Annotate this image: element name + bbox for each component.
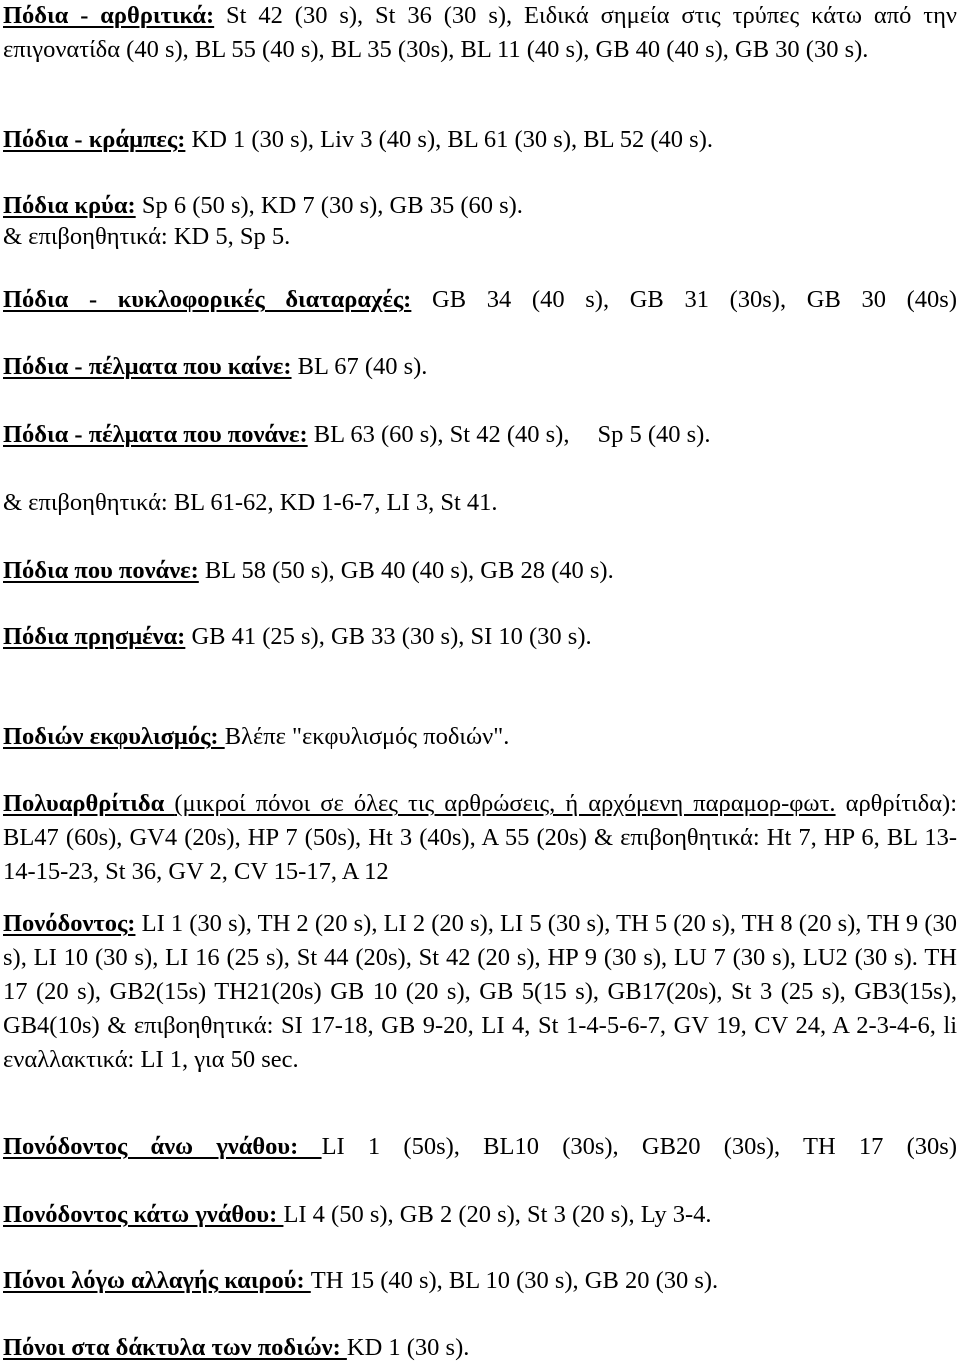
entry-legs-cold xyxy=(3,189,957,223)
entry-term: Πόνοι λόγω αλλαγής καιρού: xyxy=(3,1267,311,1294)
entry-legs-cramps xyxy=(3,123,957,157)
entry-legs-circulatory xyxy=(3,283,957,317)
entry-toothache-lower-jaw xyxy=(3,1198,957,1232)
entry-term: Πόδια πρησμένα: xyxy=(3,623,186,650)
entry-legs-degeneration xyxy=(3,720,957,754)
entry-text-2: Sp 5 (40 s). xyxy=(597,421,711,448)
entry-text: BL 58 (50 s), GB 40 (40 s), GB 28 (40 s). xyxy=(198,557,614,584)
entry-term: Πόδια - πέλματα που καίνε: xyxy=(3,353,292,380)
entry-toothache-upper-jaw xyxy=(3,1130,957,1164)
entry-legs-swollen xyxy=(3,620,957,654)
entry-term: Πονόδοντος άνω γνάθου: xyxy=(3,1133,322,1160)
entry-term: Πονόδοντος: xyxy=(3,910,136,937)
entry-legs-hurting xyxy=(3,554,957,588)
entry-text: LI 1 (50s), BL10 (30s), GB20 (30s), TH 17 (30s) xyxy=(321,1133,957,1160)
entry-term: Πόδια - πέλματα που πονάνε: xyxy=(3,421,308,448)
entry-text: Βλέπε "εκφυλισμός ποδιών". xyxy=(224,723,510,750)
entry-text: GB 34 (40 s), GB 31 (30s), GB 30 (40s) xyxy=(411,286,957,313)
entry-text: BL 63 (60 s), St 42 (40 s), xyxy=(307,421,570,448)
entry-plain-term: (μικροί πόνοι σε όλες τις αρθρώσεις, ή αρχόμενη παραμορ-φωτ. xyxy=(174,790,836,817)
entry-extra-text: & επιβοηθητικά: KD 5, Sp 5. xyxy=(3,223,291,250)
entry-polyarthritis xyxy=(3,787,957,889)
entry-term: Πόδια - αρθριτικά: xyxy=(3,2,215,29)
entry-term: Πόδια που πονάνε: xyxy=(3,557,199,584)
entry-text: TH 15 (40 s), BL 10 (30 s), GB 20 (30 s). xyxy=(310,1267,719,1294)
entry-weather-pains xyxy=(3,1264,957,1298)
entry-term: Πόδια κρύα: xyxy=(3,192,136,219)
entry-toothache xyxy=(3,907,957,1077)
entry-text: BL 67 (40 s). xyxy=(291,353,428,380)
entry-term: Ποδιών εκφυλισμός: xyxy=(3,723,225,750)
entry-text: LI 1 (30 s), TH 2 (20 s), LI 2 (20 s), LI 5 (30 s), TH 5 (20 s), TH 8 (20 s), TH 9 (30 s), LI 10 (30 s), LI 16 (25 s), St 44 (20s), St 42 (20 s), HP 9 (30 s), LU 7 (30 s), LU2 (30 s). TH 17 (20 s), GB2(15s) TH21(20s) GB 10 (20 s), GB 5(15 s), GB17(20s), St 3 (25 s), GB3(15s), GB4(10s) & επιβοηθητικά: SI 17-18, GB 9-20, LI 4, St 1-4-5-6-7, GV 19, CV 24, A 2-3-4-6, li εναλλακτικά: LI 1, για 50 sec. xyxy=(3,910,957,1073)
entry-term: Πονόδοντος κάτω γνάθου: xyxy=(3,1201,284,1228)
entry-text: St 42 (30 s), St 36 (30 s), Ειδικά σημεία στις τρύπες κάτω από την επιγονατίδα (40 s), BL 55 (40 s), BL 35 (30s), BL 11 (40 s), GB 40 (40 s), GB 30 (30 s). xyxy=(3,2,957,63)
entry-soles-aching-extra xyxy=(3,486,957,520)
entry-text: LI 4 (50 s), GB 2 (20 s), St 3 (20 s), Ly 3-4. xyxy=(283,1201,712,1228)
entry-toe-pains xyxy=(3,1331,957,1365)
entry-text: KD 1 (30 s). xyxy=(346,1334,470,1361)
entry-term: Πολυαρθρίτιδα xyxy=(3,790,175,817)
entry-text: αρθρίτιδα): BL47 (60s), GV4 (20s), HP 7 (50s), Ht 3 (40s), A 55 (20s) & επιβοηθητικά: Ht 7, HP 6, BL 13-14-15-23, St 36, GV 2, CV 15-17, A 12 xyxy=(3,790,958,885)
entry-text: GB 41 (25 s), GB 33 (30 s), SI 10 (30 s). xyxy=(185,623,592,650)
entry-term: Πόνοι στα δάκτυλα των ποδιών: xyxy=(3,1334,347,1361)
entry-text: Sp 6 (50 s), KD 7 (30 s), GB 35 (60 s). xyxy=(135,192,523,219)
entry-legs-arthritic xyxy=(3,0,957,67)
entry-soles-aching xyxy=(3,418,957,452)
entry-term: Πόδια - κυκλοφορικές διαταραχές: xyxy=(3,286,412,313)
entry-soles-burning xyxy=(3,350,957,384)
entry-term: Πόδια - κράμπες: xyxy=(3,126,186,153)
entry-text: & επιβοηθητικά: BL 61-62, KD 1-6-7, LI 3, St 41. xyxy=(3,489,498,516)
entry-legs-cold-extra xyxy=(3,220,957,254)
entry-text: KD 1 (30 s), Liv 3 (40 s), BL 61 (30 s), BL 52 (40 s). xyxy=(185,126,713,153)
